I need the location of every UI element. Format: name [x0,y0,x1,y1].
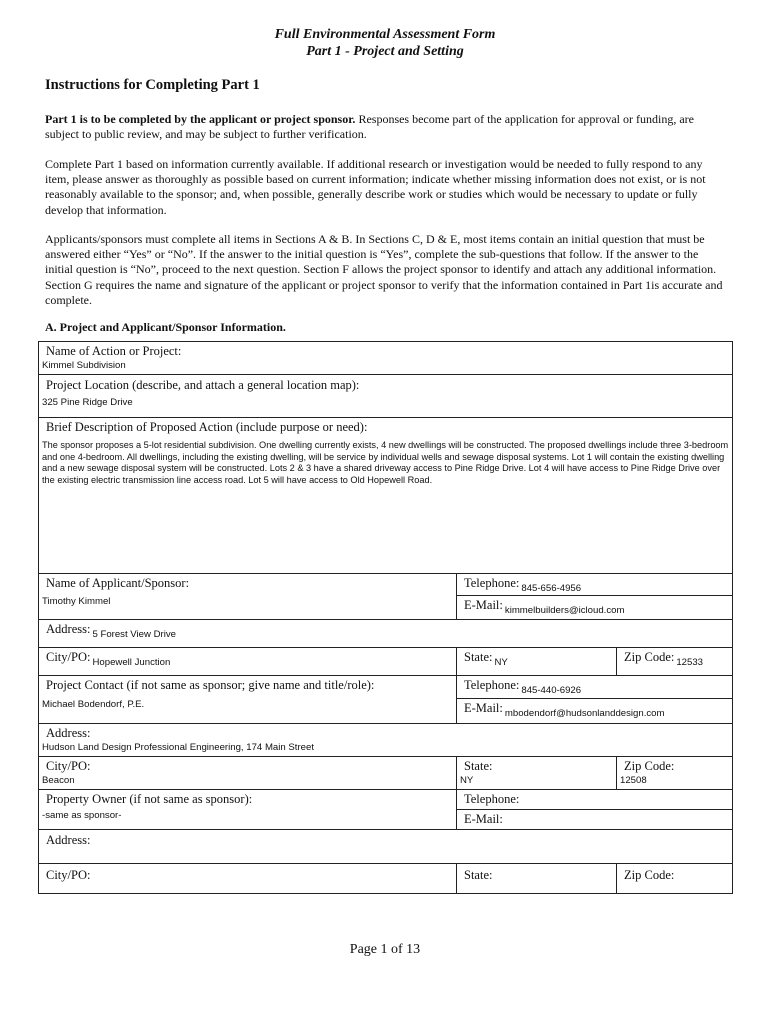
contact-email-field[interactable] [457,699,733,724]
contact-state-field[interactable] [457,757,617,790]
contact-state-label: State: [464,759,493,773]
applicant-city-value: Hopewell Junction [92,657,171,668]
owner-address-field[interactable] [39,830,733,864]
form-header [0,26,770,60]
owner-address-label: Address: [46,833,91,847]
applicant-city-label: City/PO: [46,650,91,664]
contact-telephone-value: 845-440-6926 [521,685,582,696]
owner-name-value: -same as sponsor- [42,810,122,821]
contact-email-value: mbodendorf@hudsonlanddesign.com [504,708,665,719]
action-name-value: Kimmel Subdivision [42,360,126,371]
action-name-label: Name of Action or Project: [46,344,182,358]
applicant-zip-value: 12533 [676,657,704,668]
owner-city-field[interactable] [39,864,457,894]
applicant-email-field[interactable] [457,596,733,620]
applicant-state-label: State: [464,650,493,664]
applicant-address-label: Address: [46,622,91,636]
applicant-name-label: Name of Applicant/Sponsor: [46,576,190,590]
section-a-heading: A. Project and Applicant/Sponsor Information. [45,320,286,334]
contact-zip-field[interactable] [617,757,733,790]
applicant-zip-field[interactable] [617,648,733,676]
owner-email-label: E-Mail: [464,812,503,826]
owner-state-field[interactable] [457,864,617,894]
form-subtitle: Part 1 - Project and Setting [306,44,464,59]
applicant-state-value: NY [494,657,508,668]
owner-name-label: Property Owner (if not same as sponsor): [46,792,253,806]
contact-email-label: E-Mail: [464,701,503,715]
project-location-label: Project Location (describe, and attach a general location map): [46,378,360,392]
description-value: The sponsor proposes a 5-lot residential subdivision. One dwelling currently exists, 4 new dwellings will be constructed. The proposed dwellings include three 3-bedroom and one 4-bedroom. All dwellings, including the existing dwelling, will be service by individual wells and sewage disposal systems. Lot 1 will contain the existing dwelling and a new sewage disposal system will be constructed. Lots 2 & 3 have a shared driveway access to Pine Ridge Drive. Lot 4 will have access to Pine Ridge Drive over the existing electric transmission line access road. Lot 5 will have access to Old Hopewell Road. [42,440,729,485]
description-field[interactable] [39,418,733,574]
contact-city-value: Beacon [42,775,75,786]
owner-telephone-field[interactable] [457,790,733,810]
owner-zip-field[interactable] [617,864,733,894]
owner-name-field[interactable] [39,790,457,830]
contact-telephone-label: Telephone: [464,678,520,692]
instructions-paragraph-3: Applicants/sponsors must complete all items in Sections A & B. In Sections C, D & E, most items contain an initial question that must be answered either “Yes” or “No”. If the answer to the initial question is “Yes”, complete the sub-questions that follow. If the answer to the initial question is “No”, proceed to the next question. Section F allows the project sponsor to identify and attach any additional information. Section G requires the name and signature of the applicant or project sponsor to verify that the information contained in Part 1is accurate and complete. [45,232,723,307]
owner-city-label: City/PO: [46,868,91,882]
instructions-paragraph-1 [45,112,725,142]
contact-name-label: Project Contact (if not same as sponsor; give name and title/role): [46,678,375,692]
applicant-state-field[interactable] [457,648,617,676]
project-location-field[interactable] [39,375,733,418]
applicant-telephone-label: Telephone: [464,576,520,590]
contact-zip-label: Zip Code: [624,759,675,773]
instructions-heading: Instructions for Completing Part 1 [45,77,260,93]
applicant-name-field[interactable] [39,574,457,620]
contact-name-field[interactable] [39,676,457,724]
project-location-value: 325 Pine Ridge Drive [42,397,133,408]
contact-address-field[interactable] [39,724,733,757]
contact-zip-value: 12508 [620,775,647,786]
owner-email-field[interactable] [457,810,733,830]
applicant-address-field[interactable] [39,620,733,648]
form-title: Full Environmental Assessment Form [274,27,496,42]
applicant-city-field[interactable] [39,648,457,676]
applicant-telephone-value: 845-656-4956 [521,583,582,594]
contact-city-label: City/PO: [46,759,91,773]
contact-telephone-field[interactable] [457,676,733,699]
action-name-field[interactable] [39,342,733,375]
contact-name-value: Michael Bodendorf, P.E. [42,699,145,710]
applicant-email-label: E-Mail: [464,598,503,612]
owner-state-label: State: [464,868,493,882]
instructions-p1-rest: Responses become part of the application for approval or funding, are subject to public review, and may be subject to further verification. [45,112,694,142]
contact-state-value: NY [460,775,474,786]
owner-telephone-label: Telephone: [464,792,520,806]
page-number: Page 1 of 13 [349,942,421,957]
applicant-telephone-field[interactable] [457,574,733,596]
applicant-address-value: 5 Forest View Drive [92,629,176,640]
instructions-paragraph-2: Complete Part 1 based on information currently available. If additional research or investigation would be needed to fully respond to any item, please answer as thoroughly as possible based on current information; indicate whether missing information does not exist, or is not reasonably available to the sponsor; and, when possible, generally describe work or studies which would be necessary to update or fully develop that information. [45,157,706,217]
contact-city-field[interactable] [39,757,457,790]
description-label: Brief Description of Proposed Action (include purpose or need): [46,420,368,434]
applicant-zip-label: Zip Code: [624,650,675,664]
contact-address-label: Address: [46,726,91,740]
applicant-email-value: kimmelbuilders@icloud.com [504,605,625,616]
applicant-name-value: Timothy Kimmel [42,596,111,607]
owner-zip-label: Zip Code: [624,868,675,882]
contact-address-value: Hudson Land Design Professional Engineering, 174 Main Street [42,742,314,753]
instructions-p1-bold: Part 1 is to be completed by the applicant or project sponsor. [45,112,356,126]
section-a-form [38,341,733,894]
